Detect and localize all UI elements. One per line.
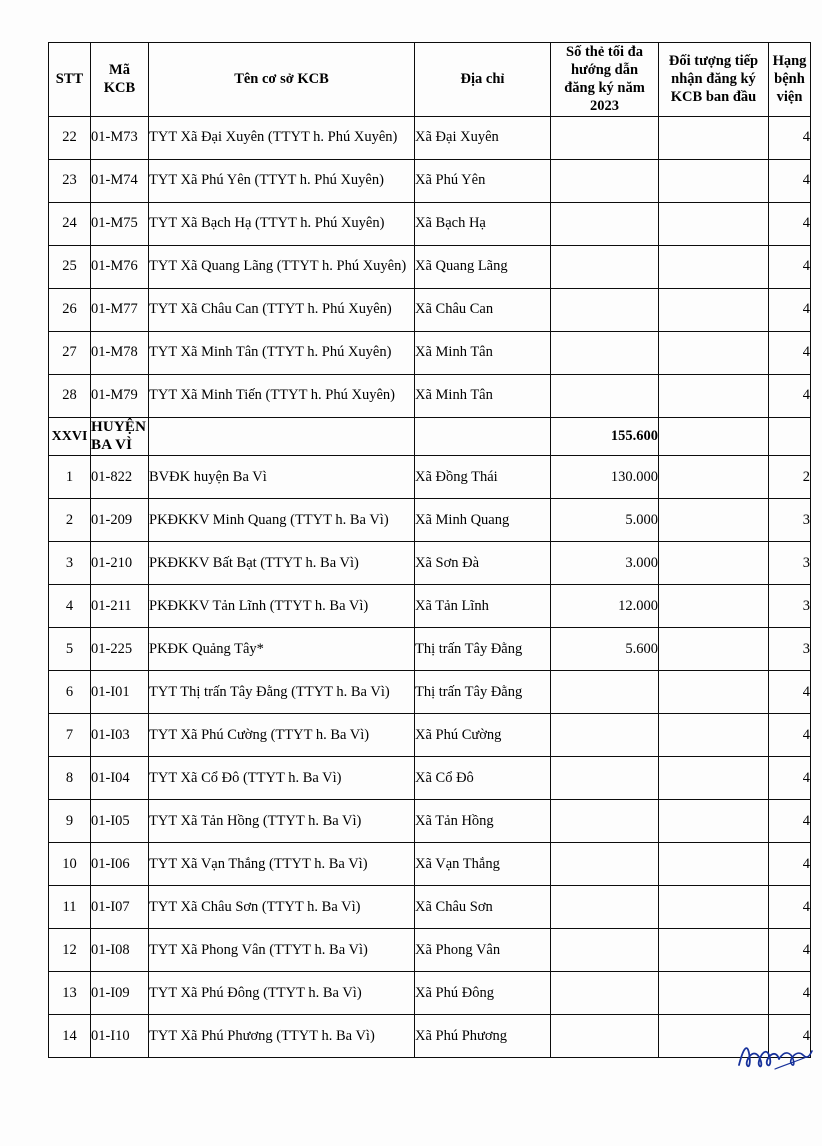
- cell-so-the: [551, 374, 659, 417]
- section-hang: [769, 417, 811, 456]
- cell-so-the: 5.000: [551, 499, 659, 542]
- table-row: [49, 288, 811, 331]
- cell-ten-co-so: PKĐKKV Minh Quang (TTYT h. Ba Vì): [149, 499, 415, 542]
- cell-hang-benh-vien: 4: [769, 1015, 811, 1058]
- cell-stt: 25: [49, 245, 91, 288]
- cell-dia-chi: Xã Vạn Thắng: [415, 843, 551, 886]
- table-row: [49, 585, 811, 628]
- cell-dia-chi: Xã Đồng Thái: [415, 456, 551, 499]
- section-title: HUYỆN BA VÌ: [91, 417, 149, 456]
- cell-so-the: [551, 972, 659, 1015]
- cell-doi-tuong: [659, 757, 769, 800]
- kcb-table: [48, 42, 811, 1058]
- cell-hang-benh-vien: 4: [769, 245, 811, 288]
- cell-ten-co-so: TYT Xã Vạn Thắng (TTYT h. Ba Vì): [149, 843, 415, 886]
- cell-dia-chi: Xã Cổ Đô: [415, 757, 551, 800]
- table-row: [49, 456, 811, 499]
- cell-dia-chi: Xã Minh Tân: [415, 374, 551, 417]
- cell-doi-tuong: [659, 886, 769, 929]
- cell-ten-co-so: TYT Xã Châu Sơn (TTYT h. Ba Vì): [149, 886, 415, 929]
- column-header-ma-kcb-line1: Mã: [109, 62, 130, 79]
- table-row: [49, 671, 811, 714]
- table-row: [49, 843, 811, 886]
- cell-ma-kcb: 01-211: [91, 585, 149, 628]
- cell-doi-tuong: [659, 628, 769, 671]
- cell-stt: 4: [49, 585, 91, 628]
- table-row: [49, 499, 811, 542]
- cell-ma-kcb: 01-209: [91, 499, 149, 542]
- cell-hang-benh-vien: 4: [769, 972, 811, 1015]
- cell-so-the: [551, 843, 659, 886]
- table-row: [49, 542, 811, 585]
- cell-doi-tuong: [659, 331, 769, 374]
- cell-ten-co-so: TYT Thị trấn Tây Đằng (TTYT h. Ba Vì): [149, 671, 415, 714]
- cell-ten-co-so: TYT Xã Phú Phương (TTYT h. Ba Vì): [149, 1015, 415, 1058]
- column-header-so-the: [551, 43, 659, 117]
- cell-dia-chi: Xã Phú Phương: [415, 1015, 551, 1058]
- cell-doi-tuong: [659, 843, 769, 886]
- cell-ma-kcb: 01-M74: [91, 159, 149, 202]
- cell-ma-kcb: 01-I01: [91, 671, 149, 714]
- cell-ten-co-so: TYT Xã Phú Yên (TTYT h. Phú Xuyên): [149, 159, 415, 202]
- cell-ma-kcb: 01-I07: [91, 886, 149, 929]
- cell-ma-kcb: 01-M79: [91, 374, 149, 417]
- section-so-the: 155.600: [551, 417, 659, 456]
- table-row: [49, 374, 811, 417]
- cell-doi-tuong: [659, 585, 769, 628]
- cell-stt: 5: [49, 628, 91, 671]
- cell-ten-co-so: TYT Xã Bạch Hạ (TTYT h. Phú Xuyên): [149, 202, 415, 245]
- cell-hang-benh-vien: 4: [769, 202, 811, 245]
- cell-hang-benh-vien: 4: [769, 714, 811, 757]
- cell-ma-kcb: 01-M75: [91, 202, 149, 245]
- cell-hang-benh-vien: 4: [769, 331, 811, 374]
- column-header-doi-tuong-line3: KCB ban đầu: [670, 89, 757, 106]
- cell-doi-tuong: [659, 288, 769, 331]
- cell-ma-kcb: 01-I06: [91, 843, 149, 886]
- cell-ten-co-so: TYT Xã Châu Can (TTYT h. Phú Xuyên): [149, 288, 415, 331]
- cell-hang-benh-vien: 4: [769, 288, 811, 331]
- cell-stt: 8: [49, 757, 91, 800]
- table-row: [49, 202, 811, 245]
- cell-ma-kcb: 01-M77: [91, 288, 149, 331]
- cell-ma-kcb: 01-M76: [91, 245, 149, 288]
- cell-so-the: [551, 757, 659, 800]
- table-section-row: [49, 417, 811, 456]
- cell-dia-chi: Xã Phú Cường: [415, 714, 551, 757]
- cell-ten-co-so: PKĐKKV Bất Bạt (TTYT h. Ba Vì): [149, 542, 415, 585]
- cell-dia-chi: Xã Minh Quang: [415, 499, 551, 542]
- cell-stt: 2: [49, 499, 91, 542]
- cell-ma-kcb: 01-M78: [91, 331, 149, 374]
- section-doi-tuong: [659, 417, 769, 456]
- cell-hang-benh-vien: 3: [769, 585, 811, 628]
- cell-so-the: [551, 886, 659, 929]
- column-header-so-the-line2: hướng dẫn: [570, 62, 639, 79]
- cell-doi-tuong: [659, 714, 769, 757]
- cell-hang-benh-vien: 4: [769, 800, 811, 843]
- cell-ten-co-so: TYT Xã Phong Vân (TTYT h. Ba Vì): [149, 929, 415, 972]
- column-header-hang-line2: bệnh: [774, 71, 805, 88]
- cell-ten-co-so: TYT Xã Đại Xuyên (TTYT h. Phú Xuyên): [149, 116, 415, 159]
- cell-ma-kcb: 01-M73: [91, 116, 149, 159]
- table-row: [49, 628, 811, 671]
- cell-hang-benh-vien: 3: [769, 499, 811, 542]
- cell-stt: 27: [49, 331, 91, 374]
- column-header-doi-tuong-line2: nhận đăng ký: [671, 71, 756, 88]
- cell-ma-kcb: 01-I10: [91, 1015, 149, 1058]
- cell-dia-chi: Xã Tản Lĩnh: [415, 585, 551, 628]
- cell-stt: 9: [49, 800, 91, 843]
- cell-doi-tuong: [659, 159, 769, 202]
- section-roman: XXVI: [49, 417, 91, 456]
- cell-stt: 10: [49, 843, 91, 886]
- cell-so-the: [551, 202, 659, 245]
- cell-so-the: [551, 331, 659, 374]
- column-header-so-the-line1: Số thẻ tối đa: [566, 44, 643, 60]
- cell-so-the: [551, 929, 659, 972]
- cell-dia-chi: Xã Phú Đông: [415, 972, 551, 1015]
- cell-hang-benh-vien: 4: [769, 671, 811, 714]
- table-row: [49, 331, 811, 374]
- cell-dia-chi: Xã Minh Tân: [415, 331, 551, 374]
- cell-so-the: [551, 288, 659, 331]
- table-row: [49, 159, 811, 202]
- cell-ten-co-so: TYT Xã Cổ Đô (TTYT h. Ba Vì): [149, 757, 415, 800]
- cell-hang-benh-vien: 4: [769, 929, 811, 972]
- table-row: [49, 116, 811, 159]
- cell-ten-co-so: TYT Xã Minh Tiến (TTYT h. Phú Xuyên): [149, 374, 415, 417]
- table-row: [49, 757, 811, 800]
- cell-stt: 13: [49, 972, 91, 1015]
- cell-ma-kcb: 01-I05: [91, 800, 149, 843]
- cell-hang-benh-vien: 4: [769, 843, 811, 886]
- cell-so-the: [551, 800, 659, 843]
- cell-doi-tuong: [659, 202, 769, 245]
- column-header-ma-kcb-line2: KCB: [103, 80, 136, 97]
- table-row: [49, 245, 811, 288]
- column-header-hang-benh-vien: [769, 43, 811, 117]
- cell-stt: 26: [49, 288, 91, 331]
- column-header-doi-tuong-line1: Đối tượng tiếp: [668, 53, 759, 70]
- cell-ten-co-so: BVĐK huyện Ba Vì: [149, 456, 415, 499]
- cell-doi-tuong: [659, 374, 769, 417]
- cell-stt: 22: [49, 116, 91, 159]
- cell-dia-chi: Xã Bạch Hạ: [415, 202, 551, 245]
- column-header-so-the-line4: 2023: [590, 98, 619, 115]
- cell-doi-tuong: [659, 929, 769, 972]
- cell-so-the: [551, 245, 659, 288]
- cell-ten-co-so: TYT Xã Quang Lãng (TTYT h. Phú Xuyên): [149, 245, 415, 288]
- cell-dia-chi: Xã Châu Sơn: [415, 886, 551, 929]
- table-body: [49, 116, 811, 1058]
- cell-so-the: [551, 116, 659, 159]
- cell-ten-co-so: TYT Xã Phú Cường (TTYT h. Ba Vì): [149, 714, 415, 757]
- cell-so-the: [551, 159, 659, 202]
- column-header-dia-chi: Địa chỉ: [415, 43, 551, 117]
- cell-ma-kcb: 01-I04: [91, 757, 149, 800]
- table-row: [49, 886, 811, 929]
- cell-doi-tuong: [659, 245, 769, 288]
- cell-doi-tuong: [659, 499, 769, 542]
- cell-ma-kcb: 01-I09: [91, 972, 149, 1015]
- column-header-ten-co-so: Tên cơ sở KCB: [149, 43, 415, 117]
- cell-stt: 28: [49, 374, 91, 417]
- cell-stt: 6: [49, 671, 91, 714]
- table-row: [49, 714, 811, 757]
- cell-hang-benh-vien: 3: [769, 542, 811, 585]
- kcb-table-container: [48, 42, 810, 1058]
- column-header-doi-tuong: [659, 43, 769, 117]
- table-row: [49, 1015, 811, 1058]
- table-header: [49, 43, 811, 117]
- cell-stt: 12: [49, 929, 91, 972]
- cell-so-the: [551, 714, 659, 757]
- cell-hang-benh-vien: 4: [769, 159, 811, 202]
- table-row: [49, 929, 811, 972]
- cell-ten-co-so: TYT Xã Phú Đông (TTYT h. Ba Vì): [149, 972, 415, 1015]
- table-row: [49, 972, 811, 1015]
- cell-dia-chi: Xã Tản Hồng: [415, 800, 551, 843]
- cell-stt: 1: [49, 456, 91, 499]
- cell-ten-co-so: TYT Xã Tản Hồng (TTYT h. Ba Vì): [149, 800, 415, 843]
- cell-stt: 24: [49, 202, 91, 245]
- header-row: [49, 43, 811, 117]
- cell-dia-chi: Xã Sơn Đà: [415, 542, 551, 585]
- column-header-hang-line3: viện: [776, 89, 803, 106]
- cell-ten-co-so: PKĐK Quảng Tây*: [149, 628, 415, 671]
- cell-so-the: 130.000: [551, 456, 659, 499]
- cell-hang-benh-vien: 4: [769, 886, 811, 929]
- cell-so-the: [551, 1015, 659, 1058]
- cell-so-the: 5.600: [551, 628, 659, 671]
- cell-dia-chi: Thị trấn Tây Đằng: [415, 671, 551, 714]
- cell-stt: 23: [49, 159, 91, 202]
- cell-ma-kcb: 01-210: [91, 542, 149, 585]
- cell-ma-kcb: 01-822: [91, 456, 149, 499]
- cell-ten-co-so: TYT Xã Minh Tân (TTYT h. Phú Xuyên): [149, 331, 415, 374]
- section-diachi: [415, 417, 551, 456]
- cell-ten-co-so: PKĐKKV Tản Lĩnh (TTYT h. Ba Vì): [149, 585, 415, 628]
- cell-dia-chi: Xã Phong Vân: [415, 929, 551, 972]
- cell-hang-benh-vien: 3: [769, 628, 811, 671]
- cell-dia-chi: Xã Đại Xuyên: [415, 116, 551, 159]
- column-header-stt: STT: [49, 43, 91, 117]
- cell-ma-kcb: 01-I08: [91, 929, 149, 972]
- column-header-ma-kcb: [91, 43, 149, 117]
- cell-doi-tuong: [659, 542, 769, 585]
- column-header-hang-line1: Hạng: [772, 53, 807, 70]
- section-ten: [149, 417, 415, 456]
- cell-doi-tuong: [659, 456, 769, 499]
- cell-ma-kcb: 01-I03: [91, 714, 149, 757]
- cell-so-the: 3.000: [551, 542, 659, 585]
- table-row: [49, 800, 811, 843]
- cell-hang-benh-vien: 4: [769, 374, 811, 417]
- cell-stt: 14: [49, 1015, 91, 1058]
- column-header-so-the-line3: đăng ký năm: [564, 80, 645, 97]
- cell-hang-benh-vien: 4: [769, 757, 811, 800]
- cell-doi-tuong: [659, 671, 769, 714]
- cell-stt: 3: [49, 542, 91, 585]
- cell-dia-chi: Xã Châu Can: [415, 288, 551, 331]
- cell-doi-tuong: [659, 972, 769, 1015]
- cell-stt: 7: [49, 714, 91, 757]
- cell-so-the: [551, 671, 659, 714]
- cell-hang-benh-vien: 2: [769, 456, 811, 499]
- cell-dia-chi: Xã Quang Lãng: [415, 245, 551, 288]
- cell-doi-tuong: [659, 116, 769, 159]
- cell-doi-tuong: [659, 800, 769, 843]
- signature-mark: [735, 1035, 815, 1079]
- cell-dia-chi: Xã Phú Yên: [415, 159, 551, 202]
- cell-dia-chi: Thị trấn Tây Đằng: [415, 628, 551, 671]
- cell-so-the: 12.000: [551, 585, 659, 628]
- cell-ma-kcb: 01-225: [91, 628, 149, 671]
- cell-stt: 11: [49, 886, 91, 929]
- cell-hang-benh-vien: 4: [769, 116, 811, 159]
